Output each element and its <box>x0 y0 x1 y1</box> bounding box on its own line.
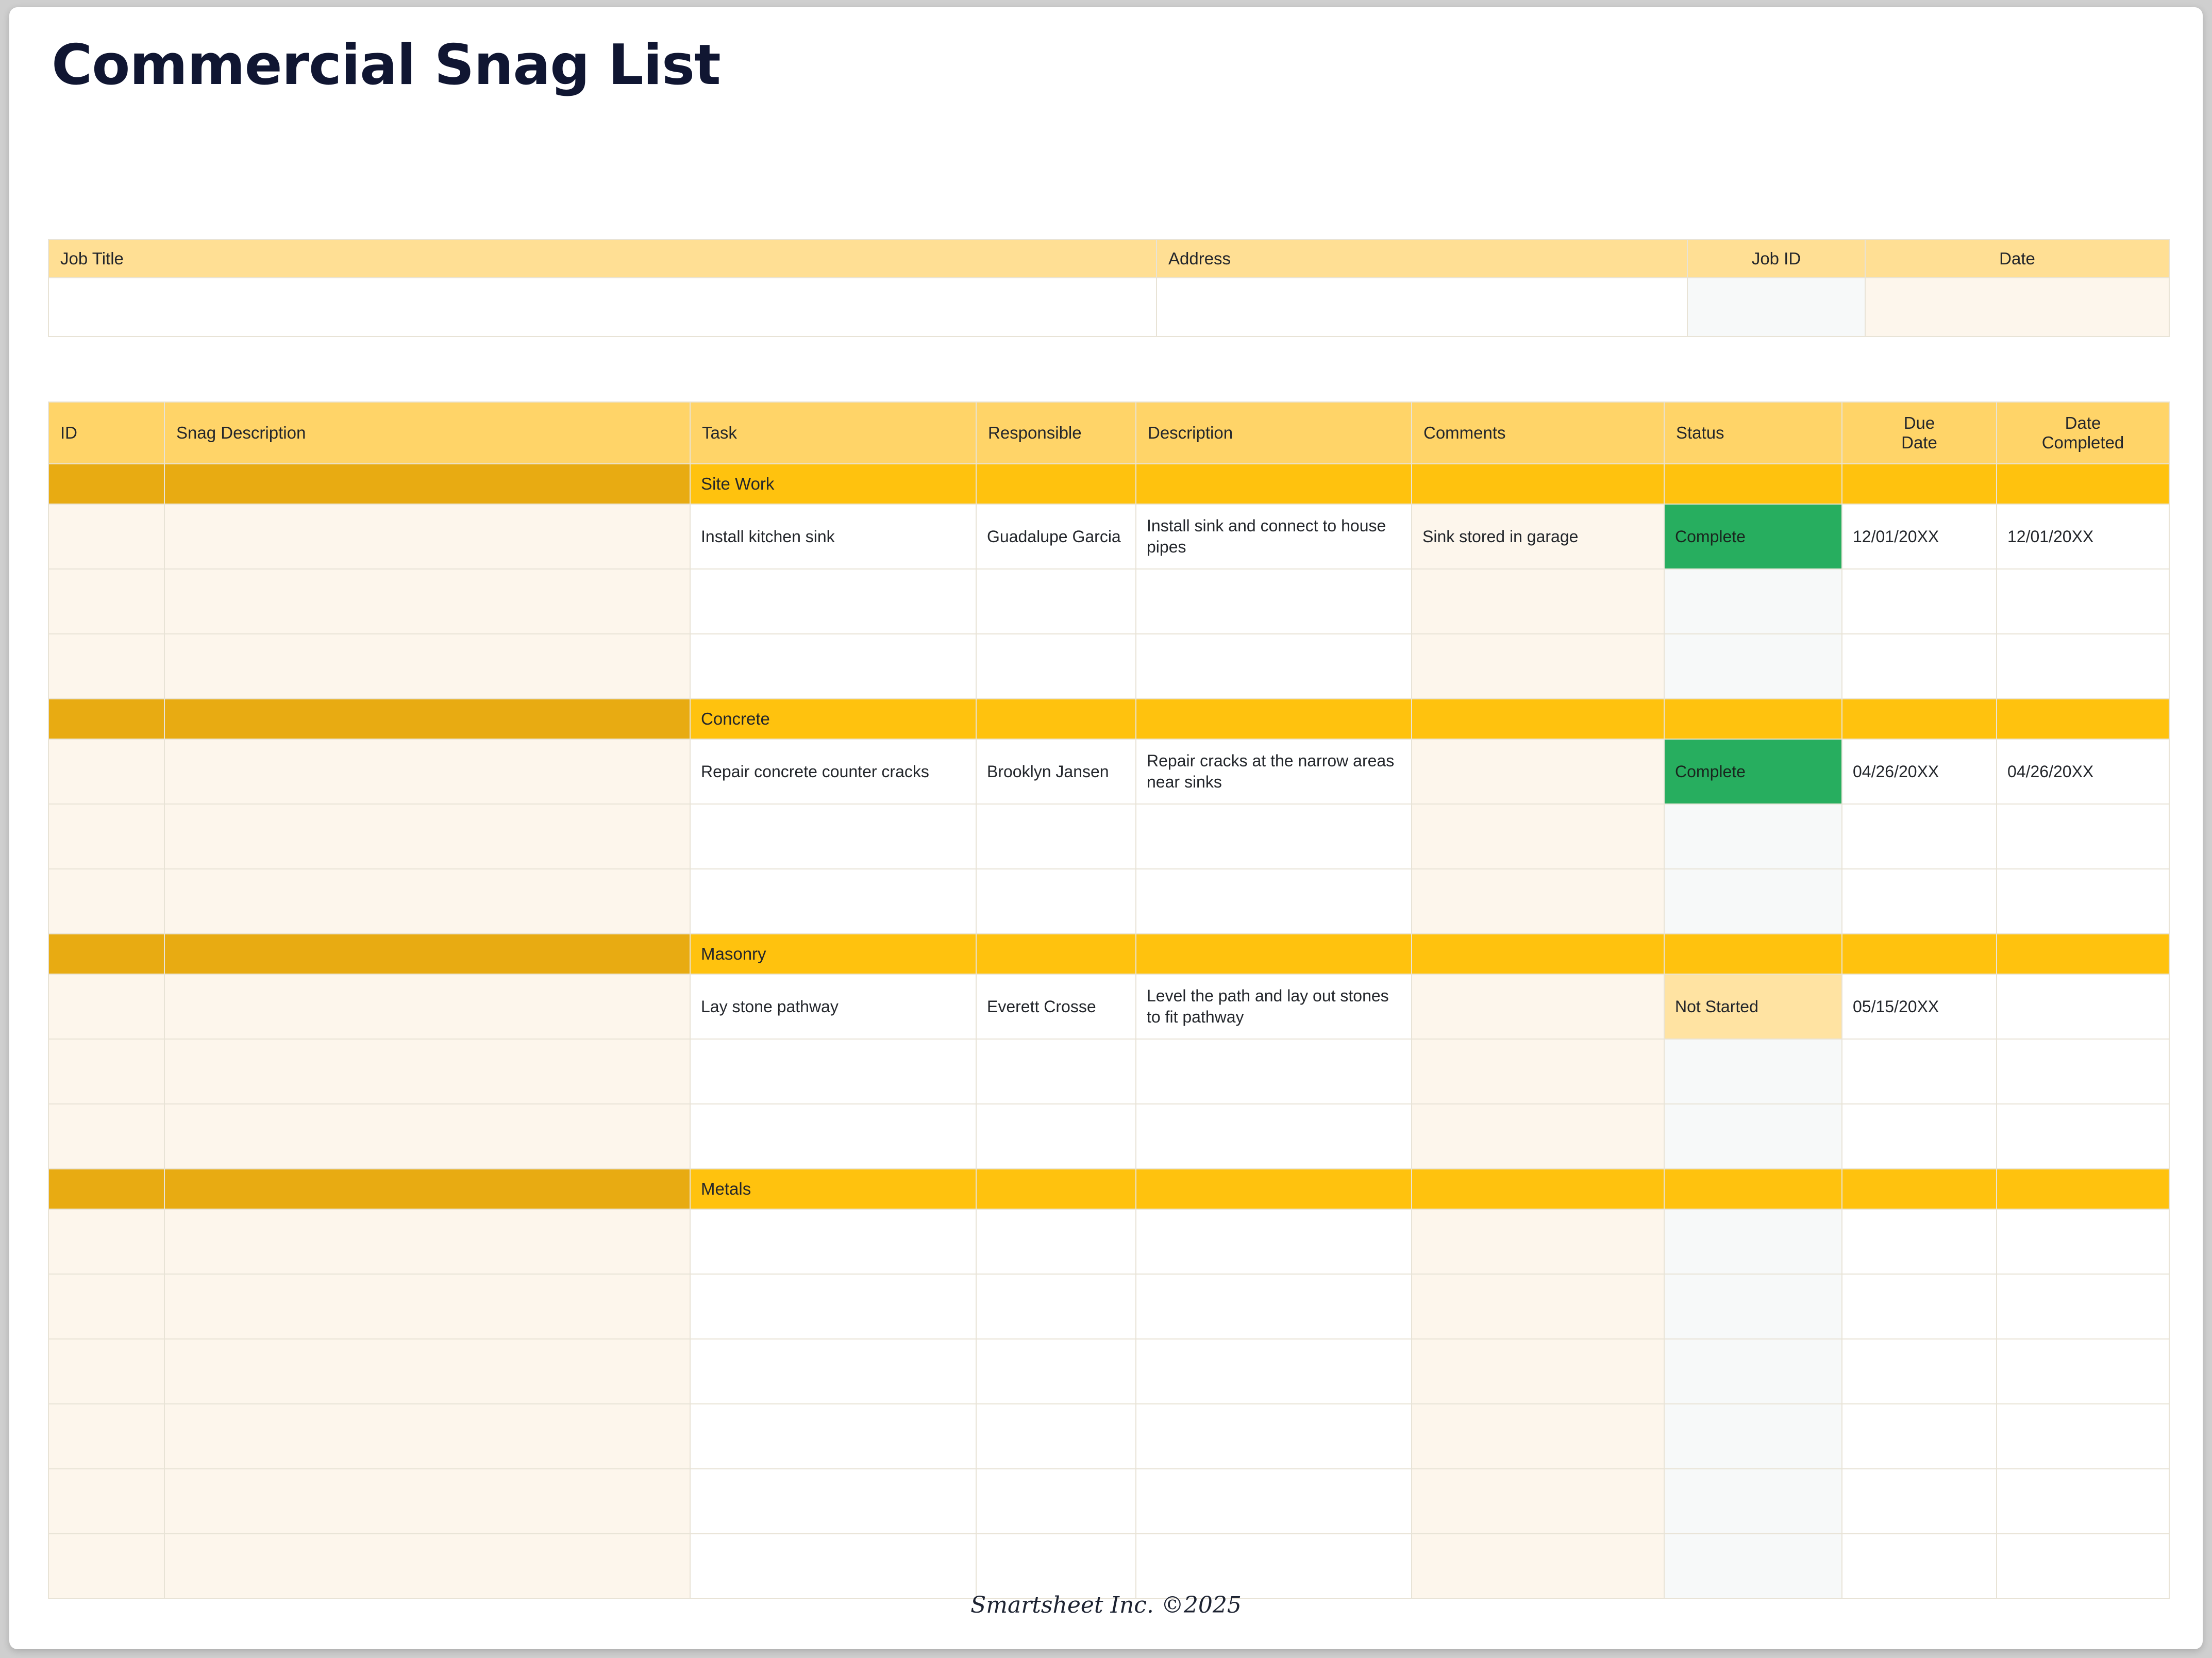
date-completed-line2: Completed <box>2041 433 2124 452</box>
section-row <box>48 699 2169 739</box>
cell-snag-description[interactable] <box>164 1209 690 1274</box>
cell-date-completed[interactable] <box>1997 974 2169 1039</box>
section-row <box>48 1169 2169 1209</box>
cell-date-completed[interactable] <box>1997 1039 2169 1104</box>
cell-task[interactable] <box>690 1339 976 1404</box>
section-band-cell <box>976 464 1136 504</box>
cell-description[interactable] <box>1136 804 1412 869</box>
cell-responsible[interactable] <box>976 1209 1136 1274</box>
cell-status[interactable] <box>1664 869 1842 934</box>
cell-responsible[interactable] <box>976 569 1136 634</box>
cell-description[interactable] <box>1136 1209 1412 1274</box>
cell-due-date[interactable] <box>1842 634 1997 699</box>
cell-id[interactable] <box>48 739 164 804</box>
section-row <box>48 934 2169 974</box>
page-title: Commercial Snag List <box>52 33 720 97</box>
cell-due-date[interactable] <box>1842 804 1997 869</box>
cell-snag-description[interactable] <box>164 1039 690 1104</box>
section-band-cell <box>1997 464 2169 504</box>
table-header-row <box>48 402 2169 464</box>
cell-task[interactable]: Install kitchen sink <box>690 504 976 569</box>
cell-comments[interactable] <box>1412 1339 1664 1404</box>
section-band-cell <box>1412 699 1664 739</box>
cell-status[interactable]: Complete <box>1664 504 1842 569</box>
table-row <box>48 569 2169 634</box>
section-band-cell <box>48 934 164 974</box>
cell-id[interactable] <box>48 869 164 934</box>
cell-task[interactable] <box>690 1534 976 1599</box>
address-header: Address <box>1157 240 1687 278</box>
cell-date-completed[interactable] <box>1997 634 2169 699</box>
cell-responsible[interactable] <box>976 804 1136 869</box>
cell-id[interactable] <box>48 1404 164 1469</box>
cell-comments[interactable] <box>1412 569 1664 634</box>
col-header-responsible: Responsible <box>976 402 1136 464</box>
cell-responsible[interactable] <box>976 1339 1136 1404</box>
cell-task[interactable] <box>690 1039 976 1104</box>
section-band-cell <box>1136 934 1412 974</box>
table-row <box>48 504 2169 569</box>
cell-id[interactable] <box>48 974 164 1039</box>
cell-description[interactable] <box>1136 1274 1412 1339</box>
cell-snag-description[interactable] <box>164 1274 690 1339</box>
section-band-cell <box>48 1169 164 1209</box>
cell-date-completed[interactable] <box>1997 1534 2169 1599</box>
cell-task[interactable] <box>690 869 976 934</box>
cell-id[interactable] <box>48 634 164 699</box>
section-band-cell <box>48 464 164 504</box>
cell-due-date[interactable] <box>1842 1039 1997 1104</box>
cell-comments[interactable] <box>1412 1469 1664 1534</box>
cell-snag-description[interactable] <box>164 869 690 934</box>
section-band-cell <box>1664 464 1842 504</box>
col-header-description: Description <box>1136 402 1412 464</box>
cell-date-completed[interactable]: 12/01/20XX <box>1997 504 2169 569</box>
due-date-line2: Date <box>1901 433 1937 452</box>
cell-description[interactable] <box>1136 1534 1412 1599</box>
cell-id[interactable] <box>48 1104 164 1169</box>
cell-status[interactable] <box>1664 1339 1842 1404</box>
section-band-cell <box>976 699 1136 739</box>
cell-responsible[interactable] <box>976 1534 1136 1599</box>
cell-date-completed[interactable] <box>1997 1209 2169 1274</box>
cell-id[interactable] <box>48 804 164 869</box>
section-band-cell <box>1412 934 1664 974</box>
cell-due-date[interactable] <box>1842 1404 1997 1469</box>
table-row <box>48 1039 2169 1104</box>
col-header-comments: Comments <box>1412 402 1664 464</box>
cell-snag-description[interactable] <box>164 504 690 569</box>
cell-due-date[interactable] <box>1842 1209 1997 1274</box>
table-row <box>48 739 2169 804</box>
job-info-table <box>48 239 2170 337</box>
cell-due-date[interactable]: 04/26/20XX <box>1842 739 1997 804</box>
cell-description[interactable] <box>1136 869 1412 934</box>
table-row <box>48 634 2169 699</box>
cell-description[interactable] <box>1136 1469 1412 1534</box>
cell-responsible[interactable]: Guadalupe Garcia <box>976 504 1136 569</box>
cell-due-date[interactable] <box>1842 1339 1997 1404</box>
cell-id[interactable] <box>48 1039 164 1104</box>
section-band-cell <box>1997 1169 2169 1209</box>
document-page <box>9 7 2203 1649</box>
cell-comments[interactable] <box>1412 1039 1664 1104</box>
table-row <box>48 974 2169 1039</box>
cell-due-date[interactable] <box>1842 869 1997 934</box>
col-header-date-completed <box>1997 402 2169 464</box>
cell-date-completed[interactable] <box>1997 1469 2169 1534</box>
section-band-cell <box>1997 934 2169 974</box>
col-header-due-date <box>1842 402 1997 464</box>
cell-comments[interactable] <box>1412 1534 1664 1599</box>
date-header: Date <box>1865 240 2169 278</box>
cell-responsible[interactable] <box>976 1274 1136 1339</box>
section-band-cell <box>164 464 690 504</box>
cell-status[interactable] <box>1664 1274 1842 1339</box>
cell-task[interactable]: Lay stone pathway <box>690 974 976 1039</box>
table-row <box>48 1469 2169 1534</box>
cell-responsible[interactable] <box>976 634 1136 699</box>
cell-snag-description[interactable] <box>164 1339 690 1404</box>
section-label: Masonry <box>690 934 976 974</box>
cell-id[interactable] <box>48 1274 164 1339</box>
cell-task[interactable] <box>690 634 976 699</box>
cell-responsible[interactable] <box>976 1039 1136 1104</box>
col-header-status: Status <box>1664 402 1842 464</box>
cell-description[interactable] <box>1136 1404 1412 1469</box>
cell-due-date[interactable] <box>1842 1534 1997 1599</box>
section-band-cell <box>1842 1169 1997 1209</box>
cell-due-date[interactable] <box>1842 1104 1997 1169</box>
cell-comments[interactable] <box>1412 804 1664 869</box>
section-band-cell <box>164 1169 690 1209</box>
cell-comments[interactable] <box>1412 1209 1664 1274</box>
cell-date-completed[interactable] <box>1997 1274 2169 1339</box>
cell-status[interactable] <box>1664 1404 1842 1469</box>
cell-task[interactable] <box>690 1404 976 1469</box>
job-title-input[interactable] <box>48 278 1157 337</box>
cell-description[interactable]: Level the path and lay out stones to fit pathway <box>1136 974 1412 1039</box>
cell-description[interactable]: Install sink and connect to house pipes <box>1136 504 1412 569</box>
col-header-snag-description: Snag Description <box>164 402 690 464</box>
section-band-cell <box>1136 699 1412 739</box>
cell-comments[interactable] <box>1412 634 1664 699</box>
cell-snag-description[interactable] <box>164 1534 690 1599</box>
due-date-line1: Due <box>1903 413 1935 432</box>
table-row <box>48 1534 2169 1599</box>
cell-responsible[interactable] <box>976 1104 1136 1169</box>
cell-due-date[interactable]: 05/15/20XX <box>1842 974 1997 1039</box>
section-band-cell <box>1412 464 1664 504</box>
section-band-cell <box>1664 699 1842 739</box>
table-row <box>48 1209 2169 1274</box>
job-info-header-row <box>48 240 2169 278</box>
cell-status[interactable] <box>1664 1209 1842 1274</box>
col-header-task: Task <box>690 402 976 464</box>
cell-snag-description[interactable] <box>164 974 690 1039</box>
cell-status[interactable] <box>1664 1534 1842 1599</box>
section-band-cell <box>1842 934 1997 974</box>
section-band-cell <box>1997 699 2169 739</box>
cell-status[interactable] <box>1664 804 1842 869</box>
section-label: Metals <box>690 1169 976 1209</box>
cell-id[interactable] <box>48 569 164 634</box>
cell-status[interactable]: Complete <box>1664 739 1842 804</box>
cell-snag-description[interactable] <box>164 634 690 699</box>
cell-task[interactable] <box>690 569 976 634</box>
job-id-header: Job ID <box>1687 240 1865 278</box>
cell-description[interactable] <box>1136 1039 1412 1104</box>
table-row <box>48 804 2169 869</box>
section-band-cell <box>48 699 164 739</box>
footer-credit: Smartsheet Inc. ©2025 <box>970 1592 1242 1618</box>
cell-comments[interactable] <box>1412 869 1664 934</box>
cell-comments[interactable] <box>1412 1104 1664 1169</box>
table-row <box>48 1274 2169 1339</box>
cell-status[interactable] <box>1664 1039 1842 1104</box>
address-input[interactable] <box>1157 278 1687 337</box>
cell-task[interactable] <box>690 1469 976 1534</box>
cell-task[interactable]: Repair concrete counter cracks <box>690 739 976 804</box>
cell-due-date[interactable] <box>1842 1274 1997 1339</box>
cell-date-completed[interactable]: 04/26/20XX <box>1997 739 2169 804</box>
cell-comments[interactable] <box>1412 974 1664 1039</box>
section-label: Concrete <box>690 699 976 739</box>
cell-due-date[interactable] <box>1842 569 1997 634</box>
cell-status[interactable] <box>1664 1469 1842 1534</box>
cell-id[interactable] <box>48 1534 164 1599</box>
cell-description[interactable] <box>1136 569 1412 634</box>
cell-id[interactable] <box>48 1469 164 1534</box>
cell-description[interactable]: Repair cracks at the narrow areas near sinks <box>1136 739 1412 804</box>
cell-status[interactable] <box>1664 634 1842 699</box>
cell-date-completed[interactable] <box>1997 1339 2169 1404</box>
cell-snag-description[interactable] <box>164 1104 690 1169</box>
cell-description[interactable] <box>1136 634 1412 699</box>
col-header-id: ID <box>48 402 164 464</box>
cell-task[interactable] <box>690 1209 976 1274</box>
section-band-cell <box>1136 464 1412 504</box>
cell-comments[interactable] <box>1412 1274 1664 1339</box>
cell-status[interactable] <box>1664 1104 1842 1169</box>
job-id-input[interactable] <box>1687 278 1865 337</box>
job-info-value-row <box>48 278 2169 337</box>
cell-date-completed[interactable] <box>1997 804 2169 869</box>
section-band-cell <box>164 934 690 974</box>
cell-id[interactable] <box>48 1339 164 1404</box>
section-row <box>48 464 2169 504</box>
cell-comments[interactable] <box>1412 739 1664 804</box>
cell-snag-description[interactable] <box>164 1469 690 1534</box>
date-completed-line1: Date <box>2065 413 2101 432</box>
cell-date-completed[interactable] <box>1997 1104 2169 1169</box>
cell-snag-description[interactable] <box>164 804 690 869</box>
cell-task[interactable] <box>690 1274 976 1339</box>
section-band-cell <box>164 699 690 739</box>
snag-list-table <box>48 401 2170 1599</box>
cell-date-completed[interactable] <box>1997 1404 2169 1469</box>
section-band-cell <box>1842 699 1997 739</box>
section-band-cell <box>1664 934 1842 974</box>
cell-snag-description[interactable] <box>164 1404 690 1469</box>
job-title-header: Job Title <box>48 240 1157 278</box>
cell-due-date[interactable]: 12/01/20XX <box>1842 504 1997 569</box>
cell-date-completed[interactable] <box>1997 869 2169 934</box>
cell-description[interactable] <box>1136 1104 1412 1169</box>
table-row <box>48 1339 2169 1404</box>
section-band-cell <box>976 1169 1136 1209</box>
cell-snag-description[interactable] <box>164 739 690 804</box>
cell-description[interactable] <box>1136 1339 1412 1404</box>
cell-id[interactable] <box>48 1209 164 1274</box>
cell-date-completed[interactable] <box>1997 569 2169 634</box>
cell-task[interactable] <box>690 1104 976 1169</box>
cell-snag-description[interactable] <box>164 569 690 634</box>
section-band-cell <box>1136 1169 1412 1209</box>
cell-id[interactable] <box>48 504 164 569</box>
section-label: Site Work <box>690 464 976 504</box>
cell-responsible[interactable] <box>976 869 1136 934</box>
section-band-cell <box>976 934 1136 974</box>
cell-responsible[interactable]: Brooklyn Jansen <box>976 739 1136 804</box>
table-row <box>48 1104 2169 1169</box>
cell-comments[interactable] <box>1412 1404 1664 1469</box>
cell-comments[interactable]: Sink stored in garage <box>1412 504 1664 569</box>
cell-due-date[interactable] <box>1842 1469 1997 1534</box>
cell-task[interactable] <box>690 804 976 869</box>
cell-responsible[interactable] <box>976 1404 1136 1469</box>
table-row <box>48 869 2169 934</box>
table-row <box>48 1404 2169 1469</box>
cell-responsible[interactable] <box>976 1469 1136 1534</box>
cell-status[interactable]: Not Started <box>1664 974 1842 1039</box>
date-input[interactable] <box>1865 278 2169 337</box>
cell-responsible[interactable]: Everett Crosse <box>976 974 1136 1039</box>
section-band-cell <box>1412 1169 1664 1209</box>
section-band-cell <box>1842 464 1997 504</box>
section-band-cell <box>1664 1169 1842 1209</box>
cell-status[interactable] <box>1664 569 1842 634</box>
